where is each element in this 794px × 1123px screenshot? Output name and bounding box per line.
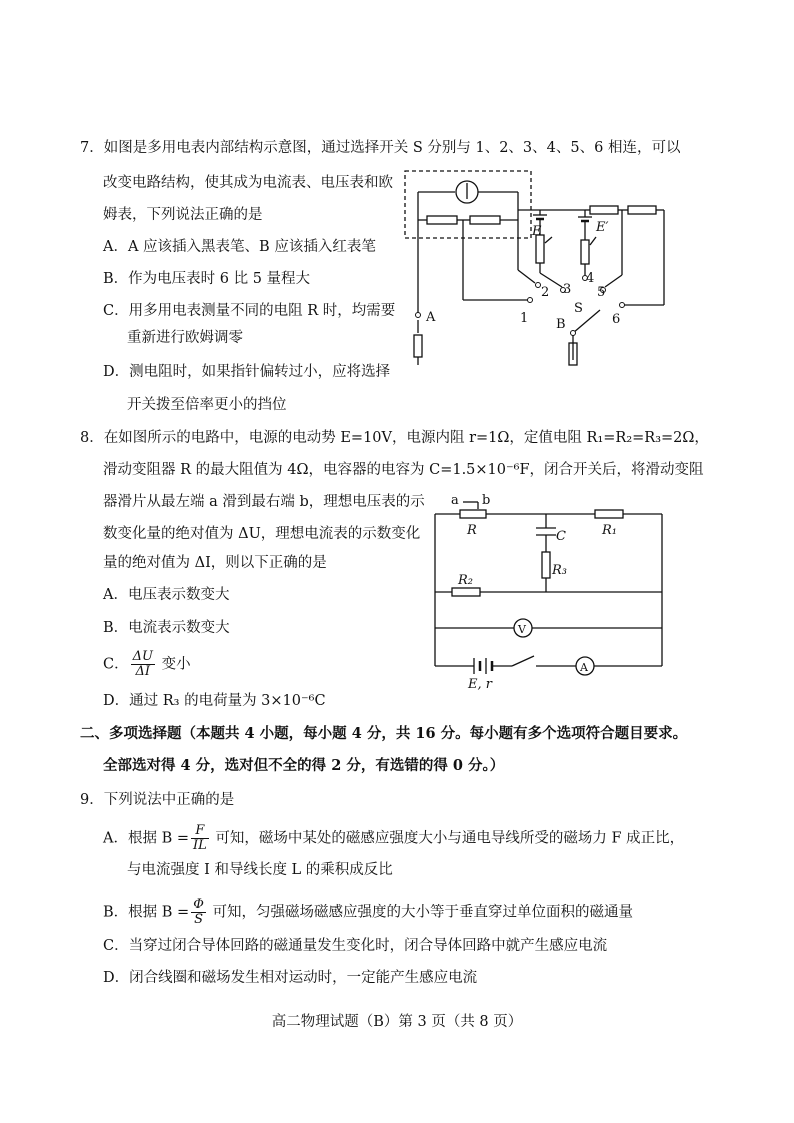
label-4: 4: [586, 271, 595, 286]
frac-denominator: ΔI: [135, 664, 151, 679]
q8-option-b: B．电流表示数变大: [103, 620, 230, 636]
q7-option-b: B．作为电压表时 6 比 5 量程大: [103, 271, 311, 287]
frac-numerator: F: [191, 824, 209, 839]
q7-option-c: C．用多用电表测量不同的电阻 R 时，均需要: [103, 303, 396, 319]
frac-numerator: Φ: [193, 897, 204, 912]
q7-line3: 姆表，下列说法正确的是: [103, 207, 263, 223]
q8-line1: 8．在如图所示的电路中，电源的电动势 E=10V，电源内阻 r=1Ω，定值电阻 R₁=R₂=R₃=2Ω，: [80, 430, 709, 446]
q9-option-b: [103, 898, 633, 927]
q7-line1: 7．如图是多用电表内部结构示意图，通过选择开关 S 分别与 1、2、3、4、5、6 相连，可以: [80, 140, 681, 156]
q9-b-suffix: 可知，匀强磁场磁感应强度的大小等于垂直穿过单位面积的磁通量: [212, 904, 633, 921]
q9-b-prefix: B．根据 B =: [103, 904, 190, 921]
label-b: B: [556, 317, 566, 332]
frac-denominator: S: [194, 912, 203, 927]
label-5: 5: [597, 285, 606, 300]
label-e: E: [532, 224, 542, 239]
q9-a-suffix: 可知，磁场中某处的磁感应强度大小与通电导线所受的磁场力 F 成正比，: [215, 830, 685, 847]
page-footer: 高二物理试题（B）第 3 页（共 8 页）: [271, 1014, 523, 1030]
q8-line2: 滑动变阻器 R 的最大阻值为 4Ω，电容器的电容为 C=1.5×10⁻⁶F，闭合开关后，将滑动变阻: [103, 462, 704, 478]
label-2: 2: [541, 285, 550, 300]
q9-option-a: [103, 824, 684, 853]
q8-line3: 器滑片从最左端 a 滑到最右端 b，理想电压表的示: [103, 494, 425, 510]
q9-a-fraction: [191, 824, 209, 853]
q7-option-d: D．测电阻时，如果指针偏转过小，应将选择: [103, 364, 391, 380]
frac-numerator: ΔU: [132, 649, 153, 664]
frac-denominator: IL: [193, 838, 207, 853]
voltmeter-label: V: [518, 623, 526, 636]
label-s: S: [574, 301, 583, 316]
ammeter-label: A: [580, 661, 588, 674]
label-r1: R₁: [602, 523, 617, 538]
label-a: a: [451, 493, 459, 508]
q7-option-a: A．A 应该插入黑表笔、B 应该插入红表笔: [103, 239, 376, 255]
label-1: 1: [520, 311, 529, 326]
label-r2: R₂: [458, 573, 473, 588]
q8-option-c-fraction: [131, 650, 155, 679]
label-r: R: [467, 523, 477, 538]
section2-line2: 全部选对得 4 分，选对但不全的得 2 分，有选错的得 0 分。）: [103, 757, 505, 774]
q9-option-c: C．当穿过闭合导体回路的磁通量发生变化时，闭合导体回路中就产生感应电流: [103, 938, 608, 954]
q8-option-a: A．电压表示数变大: [103, 587, 230, 603]
q9-option-a-cont: 与电流强度 I 和导线长度 L 的乘积成反比: [127, 862, 393, 878]
circuit-diagram-q8: [430, 490, 670, 690]
label-er: E, r: [468, 677, 492, 690]
q8-option-c-suffix: 变小: [161, 656, 191, 673]
section2-line1: 二、多项选择题（本题共 4 小题，每小题 4 分，共 16 分。每小题有多个选项符合题目要求。: [80, 725, 688, 742]
q8-option-c: [103, 650, 191, 679]
label-c: C: [556, 529, 566, 544]
q9-option-d: D．闭合线圈和磁场发生相对运动时，一定能产生感应电流: [103, 970, 478, 986]
q7-option-c-cont: 重新进行欧姆调零: [127, 330, 243, 346]
multimeter-circuit-diagram: [400, 165, 675, 380]
q7-option-d-cont: 开关拨至倍率更小的挡位: [127, 397, 287, 413]
q8-line5: 量的绝对值为 ΔI，则以下正确的是: [103, 555, 327, 571]
label-r3: R₃: [552, 563, 567, 578]
q8-line4: 数变化量的绝对值为 ΔU，理想电流表的示数变化: [103, 526, 421, 542]
label-6: 6: [612, 312, 621, 327]
label-a: A: [426, 310, 436, 325]
q8-option-c-prefix: C．: [103, 656, 129, 673]
label-3: 3: [563, 282, 572, 297]
q9-stem: 9．下列说法中正确的是: [80, 792, 235, 808]
q9-b-fraction: [191, 898, 206, 927]
label-b: b: [482, 493, 491, 508]
q9-a-prefix: A．根据 B =: [103, 830, 189, 847]
q8-option-d: D．通过 R₃ 的电荷量为 3×10⁻⁶C: [103, 693, 326, 709]
label-e-prime: E′: [596, 220, 609, 235]
q7-line2: 改变电路结构，使其成为电流表、电压表和欧: [103, 175, 393, 191]
